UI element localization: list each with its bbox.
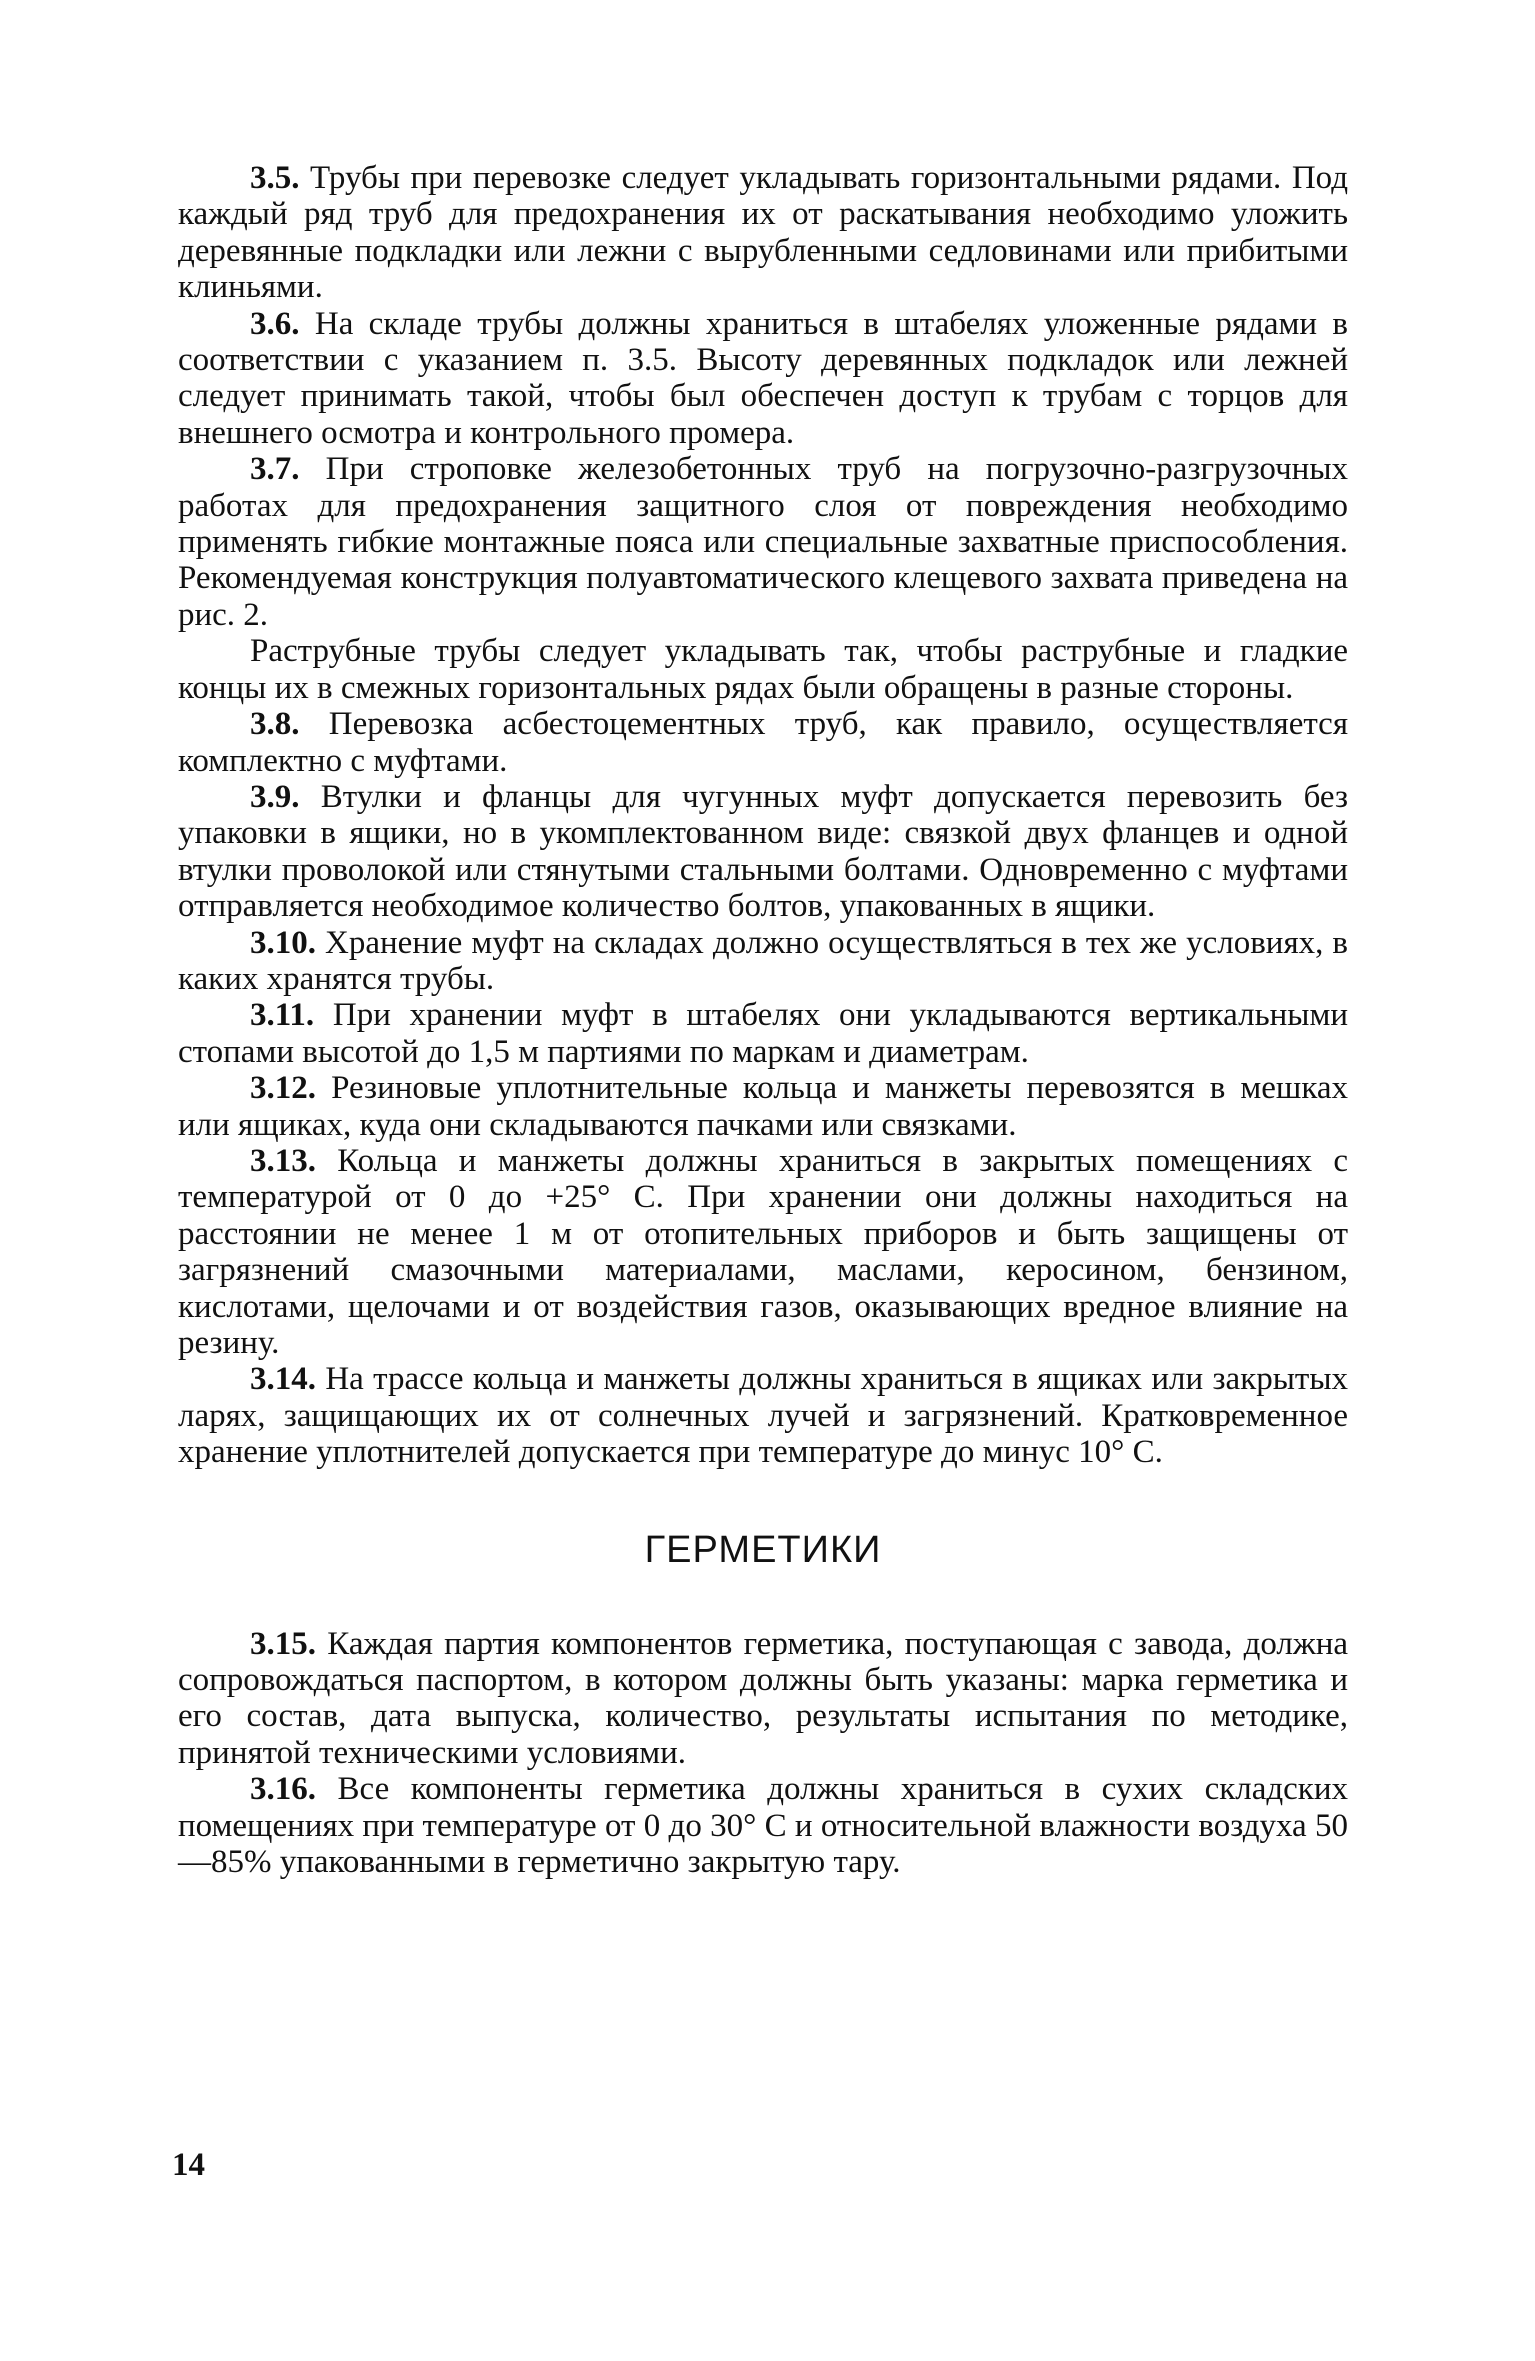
paragraph-text: Трубы при перевозке следует укладывать горизонтальными рядами. Под каждый ряд труб для предохранения их от раскатывания необходимо уложить деревянные подкладки или лежни с вырубленными седловинами или прибитыми клиньями. bbox=[178, 160, 1348, 306]
paragraph-3-16 bbox=[178, 1771, 1348, 1880]
clause-number: 3.13. bbox=[250, 1142, 316, 1179]
paragraph-3-11 bbox=[178, 997, 1348, 1070]
clause-number: 3.7. bbox=[250, 451, 300, 488]
paragraph-3-7 bbox=[178, 451, 1348, 633]
paragraph-text: Втулки и фланцы для чугунных муфт допускается перевозить без упаковки в ящики, но в укомплектованном виде: связкой двух фланцев и одной втулки проволокой или стянутыми стальными болтами. Одновременно с муфтами отправляется необходимое количество болтов, упакованных в ящики. bbox=[178, 778, 1349, 925]
clause-number: 3.9. bbox=[250, 778, 300, 815]
paragraph-text: Резиновые уплотнительные кольца и манжеты перевозятся в мешках или ящиках, куда они складываются пачками или связками. bbox=[178, 1070, 1349, 1143]
clause-number: 3.8. bbox=[250, 706, 300, 743]
clause-number: 3.6. bbox=[250, 305, 300, 342]
paragraph-text: На складе трубы должны храниться в штабелях уложенные рядами в соответствии с указанием п. 3.5. Высоту деревянных подкладок или лежней следует принимать такой, чтобы был обеспечен доступ к трубам с торцов для внешнего осмотра и контрольного промера. bbox=[178, 305, 1349, 451]
paragraph-text: Хранение муфт на складах должно осуществляться в тех же условиях, в каких хранятся трубы. bbox=[178, 924, 1349, 997]
paragraph-text: Каждая партия компонентов герметика, поступающая с завода, должна сопровождаться паспортом, в котором должны быть указаны: марка герметика и его состав, дата выпуска, количество, результаты испытания по методике, принятой техническими условиями. bbox=[178, 1625, 1349, 1771]
paragraph-3-9 bbox=[178, 779, 1348, 925]
paragraph-text: При хранении муфт в штабелях они укладываются вертикальными стопами высотой до 1,5 м партиями по маркам и диаметрам. bbox=[178, 997, 1349, 1070]
paragraph-3-14 bbox=[178, 1361, 1348, 1470]
paragraph-3-12 bbox=[178, 1070, 1348, 1143]
paragraph-text: Все компоненты герметика должны храниться в сухих складских помещениях при температуре от 0 до 30° С и относительной влажности воздуха 50—85% упакованными в герметично закрытую тару. bbox=[178, 1771, 1348, 1881]
paragraph-text: Перевозка асбестоцементных труб, как правило, осуществляется комплектно с муфтами. bbox=[178, 706, 1349, 779]
clause-number: 3.12. bbox=[250, 1070, 316, 1107]
clause-number: 3.15. bbox=[250, 1625, 316, 1662]
paragraph-3-15 bbox=[178, 1626, 1348, 1772]
clause-number: 3.10. bbox=[250, 924, 316, 961]
paragraph-text: Кольца и манжеты должны храниться в закрытых помещениях с температурой от 0 до +25° С. При хранении они должны находиться на расстоянии не менее 1 м от отопительных приборов и быть защищены от загрязнений смазочными материалами, маслами, керосином, бензином, кислотами, щелочами и от воздействия газов, оказывающих вредное влияние на резину. bbox=[178, 1142, 1348, 1361]
paragraph-3-5 bbox=[178, 160, 1348, 306]
paragraph-text: При строповке железобетонных труб на погрузочно-разгрузочных работах для предохранения защитного слоя от повреждения необходимо применять гибкие монтажные пояса или специальные захватные приспособления. Рекомендуемая конструкция полуавтоматического клещевого захвата приведена на рис. 2. bbox=[178, 451, 1348, 633]
paragraph-3-6 bbox=[178, 306, 1348, 452]
paragraph-3-13 bbox=[178, 1143, 1348, 1361]
paragraph-3-8 bbox=[178, 706, 1348, 779]
clause-number: 3.5. bbox=[250, 160, 300, 196]
paragraph-text: Раструбные трубы следует укладывать так, чтобы раструбные и гладкие концы их в смежных горизонтальных рядах были обращены в разные стороны. bbox=[178, 633, 1348, 706]
paragraph-3-10 bbox=[178, 925, 1348, 998]
page-number: 14 bbox=[172, 2147, 205, 2183]
section-heading: ГЕРМЕТИКИ bbox=[644, 1528, 882, 1571]
clause-number: 3.14. bbox=[250, 1361, 316, 1398]
paragraph-3-7-continued bbox=[178, 633, 1348, 706]
clause-number: 3.16. bbox=[250, 1771, 316, 1808]
paragraph-text: На трассе кольца и манжеты должны храниться в ящиках или закрытых ларях, защищающих их от солнечных лучей и загрязнений. Кратковременное хранение уплотнителей допускается при температуре до минус 10° С. bbox=[178, 1361, 1348, 1471]
page-content bbox=[178, 160, 1348, 1880]
clause-number: 3.11. bbox=[250, 997, 315, 1034]
